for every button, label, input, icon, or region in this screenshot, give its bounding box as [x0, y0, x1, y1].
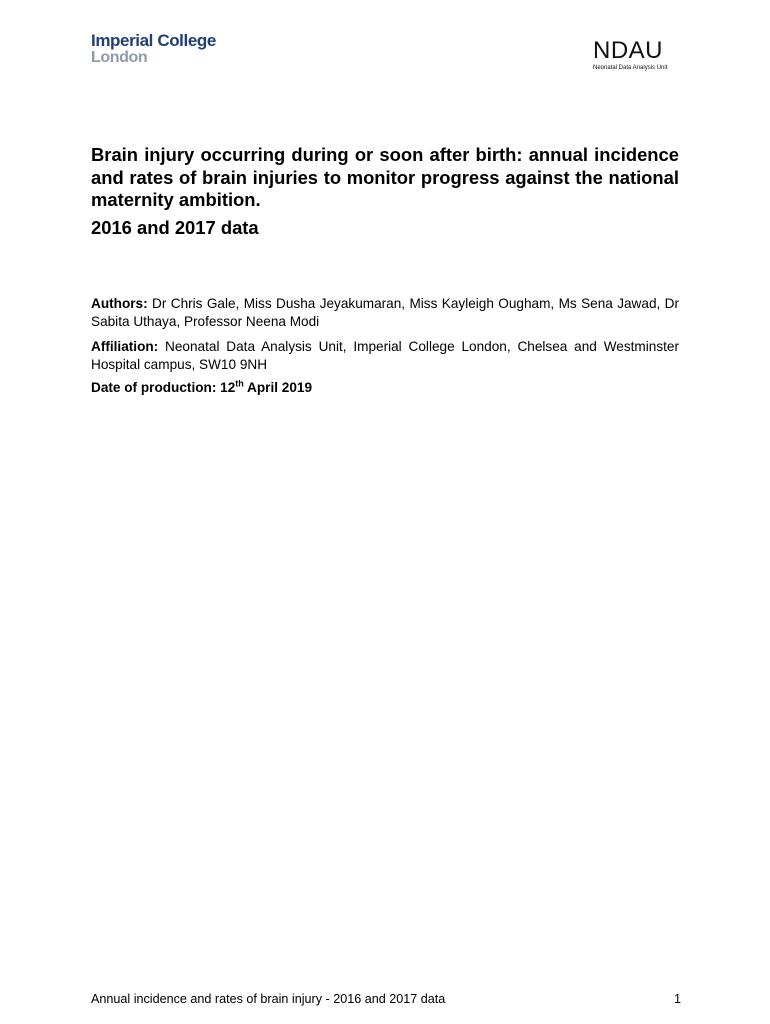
imperial-logo-line2: London [91, 49, 148, 66]
affiliation-text: Neonatal Data Analysis Unit, Imperial College London, Chelsea and Westminster Hospital campus, SW10 9NH [91, 339, 679, 372]
authors-paragraph [91, 295, 679, 330]
production-date-paragraph [91, 379, 679, 397]
document-title: Brain injury occurring during or soon after birth: annual incidence and rates of brain injuries to monitor progress against the national maternity ambition. [91, 144, 679, 210]
ndau-logo-title: NDAU [593, 37, 664, 64]
imperial-logo-line1: Imperial College [91, 31, 216, 50]
production-date-rest: April 2019 [247, 380, 313, 395]
ndau-logo-subtitle: Neonatal Data Analysis Unit [593, 65, 668, 71]
production-date-label: Date of production: [91, 380, 217, 395]
footer-text: Annual incidence and rates of brain injury - 2016 and 2017 data [91, 992, 446, 1006]
production-date-suffix: th [235, 378, 244, 389]
document-subtitle: 2016 and 2017 data [91, 217, 259, 238]
imperial-college-logo [91, 32, 216, 66]
affiliation-label: Affiliation: [91, 339, 159, 354]
page-number: 1 [673, 992, 681, 1006]
production-date-day: 12 [220, 380, 236, 395]
affiliation-paragraph [91, 338, 679, 373]
ndau-logo [593, 38, 667, 71]
page-footer [91, 992, 681, 1006]
authors-text: Dr Chris Gale, Miss Dusha Jeyakumaran, Miss Kayleigh Ougham, Ms Sena Jawad, Dr Sabita Uthaya, Professor Neena Modi [91, 296, 679, 329]
authors-label: Authors: [91, 296, 148, 311]
